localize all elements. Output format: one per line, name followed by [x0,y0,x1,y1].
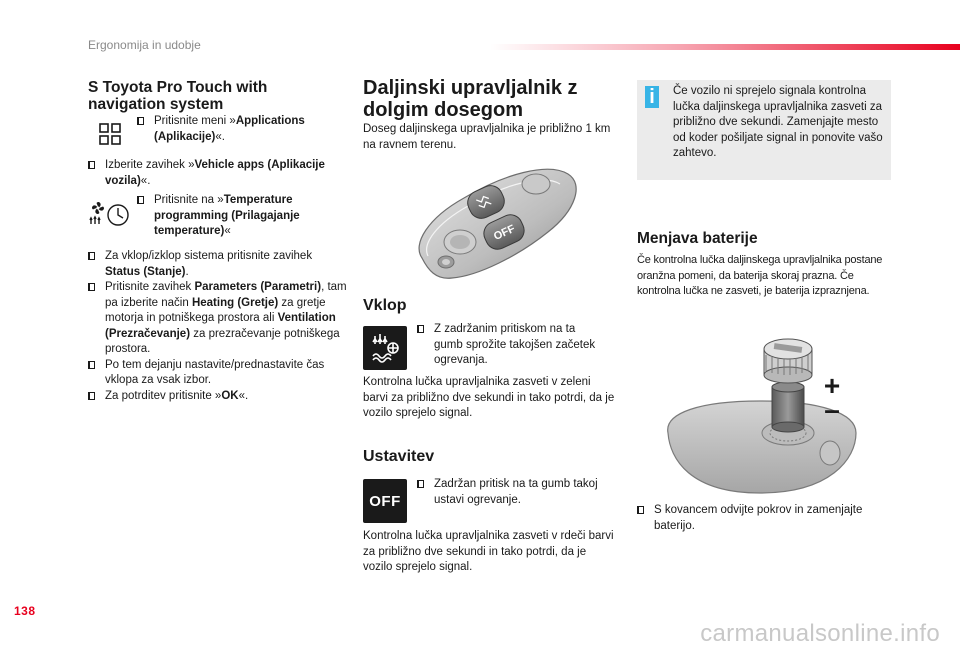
battery-plus-label: + [823,370,841,401]
battery-title: Menjava baterije [637,230,758,247]
off-button-icon [363,479,407,523]
bullet-marker [417,325,424,333]
heating-button-icon [363,326,407,370]
apps-grid-icon [97,121,123,147]
bullet-marker [637,506,644,514]
col1-step3: Pritisnite na »Temperature programming (Prilagajanje temperature)« [137,193,337,240]
bullet-marker [137,117,144,125]
remote-control-illustration [408,160,586,290]
bullet-marker [88,161,95,169]
bullet-marker [88,392,95,400]
col1-step4: Za vklop/izklop sistema pritisnite zavihek Status (Stanje). [88,249,350,280]
bullet-marker [417,480,424,488]
ustavitev-title: Ustavitev [363,448,435,465]
bullet-marker [88,252,95,260]
col2-title-line1: Daljinski upravljalnik z [363,77,578,99]
col1-title-line1: S Toyota Pro Touch with [88,79,268,96]
bullet-marker [88,361,95,369]
bullet-marker [88,283,95,291]
bullet-marker [137,196,144,204]
vklop-text: Kontrolna lučka upravljalnika zasveti v zeleni barvi za približno dve sekundi in tako potrdi, da je vozilo sprejelo signal. [363,376,615,419]
col1-step1: Pritisnite meni »Applications (Aplikacije)«. [137,114,337,145]
info-text: Če vozilo ni sprejelo signala kontrolna lučka daljinskega upravljalnika zasveti za približno dve sekundi. Zamenjajte mesto od koder pošiljate signal in ponovite vašo zahtevo. [673,85,883,159]
col1-step7: Za potrditev pritisnite »OK«. [88,389,350,405]
ustavitev-text: Kontrolna lučka upravljalnika zasveti v rdeči barvi za približno dve sekundi in tako potrdi, da je vozilo sprejelo signal. [363,530,614,573]
vklop-title: Vklop [363,297,407,314]
battery-text: Če kontrolna lučka daljinskega upravljalnika postane oranžna pomeni, da baterija skoraj prazna. Če kontrolna lučka ne zasveti, je baterija izpraznjena. [637,254,883,297]
header-title: Ergonomija in udobje [88,38,201,52]
vklop-step: Z zadržanim pritiskom na ta gumb sprožite takojšen začetek ogrevanja. [417,322,607,369]
battery-minus-label: – [824,394,840,425]
page-number: 138 [14,604,36,618]
header-accent-bar [490,44,960,50]
info-icon: i [645,86,659,108]
col2-title [363,77,623,121]
ustavitev-step: Zadržan pritisk na ta gumb takoj ustavi ogrevanje. [417,477,612,508]
col1-steps-list [88,249,350,404]
col1-title [88,79,348,113]
off-icon-label: OFF [369,492,401,510]
col1-step2: Izberite zavihek »Vehicle apps (Aplikacije vozila)«. [88,158,350,189]
remote-off-button-label: OFF [491,222,517,243]
col1-title-line2: navigation system [88,96,224,113]
fan-clock-icon [88,198,130,232]
battery-step: S kovancem odvijte pokrov in zamenjajte baterijo. [637,503,892,534]
watermark: carmanualsonline.info [700,620,940,647]
col1-step6: Po tem dejanju nastavite/prednastavite čas vklopa za vsak izbor. [88,358,350,389]
col2-title-line2: dolgim dosegom [363,99,523,121]
col1-step5: Pritisnite zavihek Parameters (Parametri), tam pa izberite način Heating (Gretje) za gretje motorja in potniškega prostora ali Ventilation (Prezračevanje) za prezračevanje potniškega prostora. [88,280,350,358]
battery-illustration [660,335,860,495]
col2-intro: Doseg daljinskega upravljalnika je približno 1 km na ravnem terenu. [363,123,611,151]
info-box [637,80,891,180]
